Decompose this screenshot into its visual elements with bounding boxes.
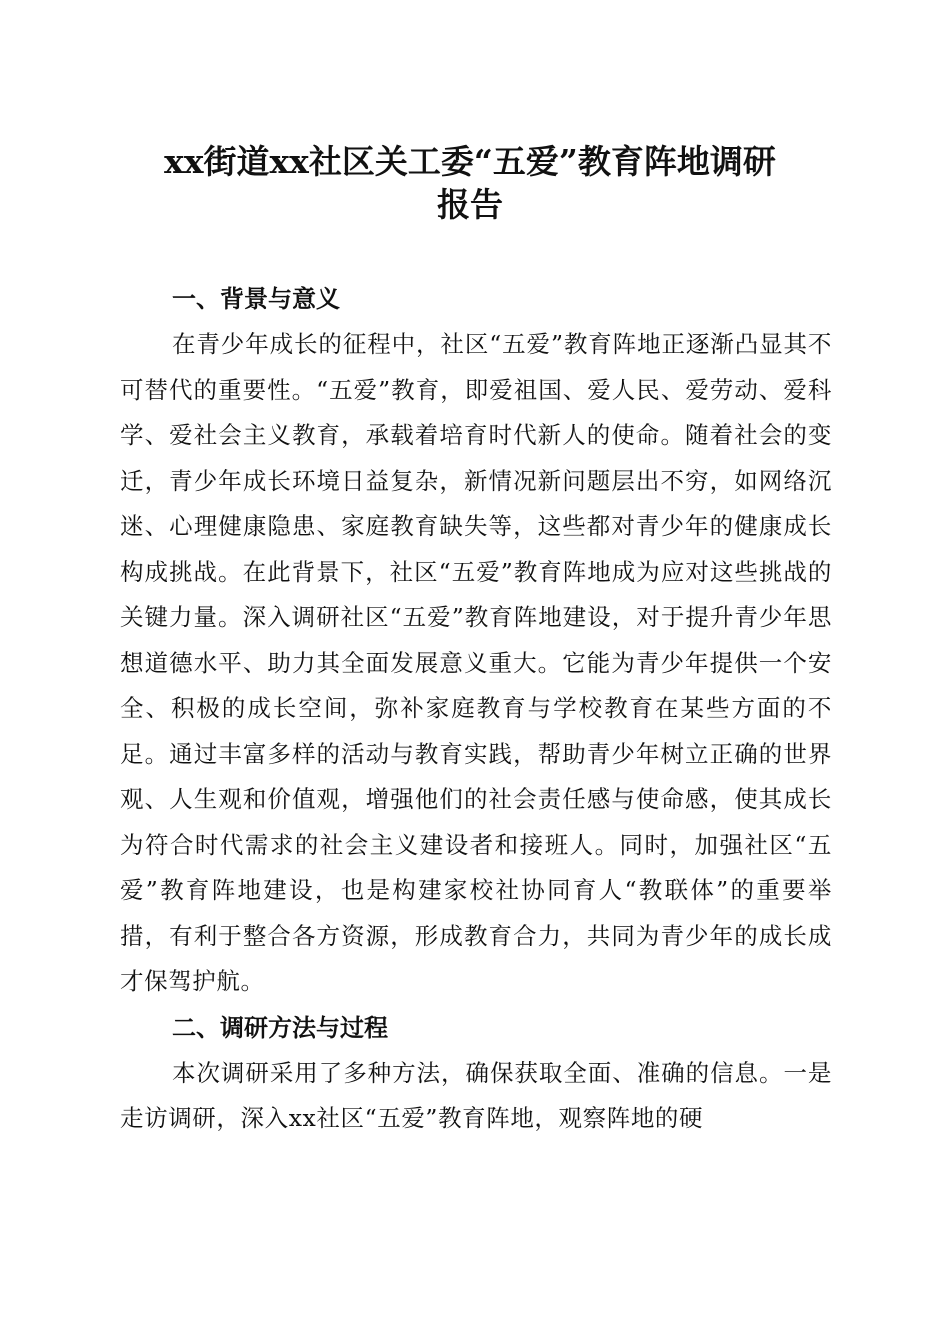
section-heading-background: 一、背景与意义: [172, 285, 340, 313]
document-body: [120, 276, 832, 1142]
section-paragraph-method: 本次调研采用了多种方法，确保获取全面、准确的信息。一是走访调研，深入xx社区“五爱”教育阵地，观察阵地的硬: [120, 1058, 832, 1132]
section-heading-method: 二、调研方法与过程: [172, 1013, 388, 1042]
document-title: [100, 140, 840, 226]
title-line-1: xx街道xx社区关工委“五爱”教育阵地调研: [164, 142, 776, 181]
section-paragraph-background: 在青少年成长的征程中，社区“五爱”教育阵地正逐渐凸显其不可替代的重要性。“五爱”教育，即爱祖国、爱人民、爱劳动、爱科学、爱社会主义教育，承载着培育时代新人的使命。随着社会的变迁，青少年成长环境日益复杂，新情况新问题层出不穷，如网络沉迷、心理健康隐患、家庭教育缺失等，这些都对青少年的健康成长构成挑战。在此背景下，社区“五爱”教育阵地成为应对这些挑战的关键力量。深入调研社区“五爱”教育阵地建设，对于提升青少年思想道德水平、助力其全面发展意义重大。它能为青少年提供一个安全、积极的成长空间，弥补家庭教育与学校教育在某些方面的不足。通过丰富多样的活动与教育实践，帮助青少年树立正确的世界观、人生观和价值观，增强他们的社会责任感与使命感，使其成长为符合时代需求的社会主义建设者和接班人。同时，加强社区“五爱”教育阵地建设，也是构建家校社协同育人“教联体”的重要举措，有利于整合各方资源，形成教育合力，共同为青少年的成长成才保驾护航。: [120, 330, 832, 995]
title-line-2: 报告: [437, 185, 503, 224]
